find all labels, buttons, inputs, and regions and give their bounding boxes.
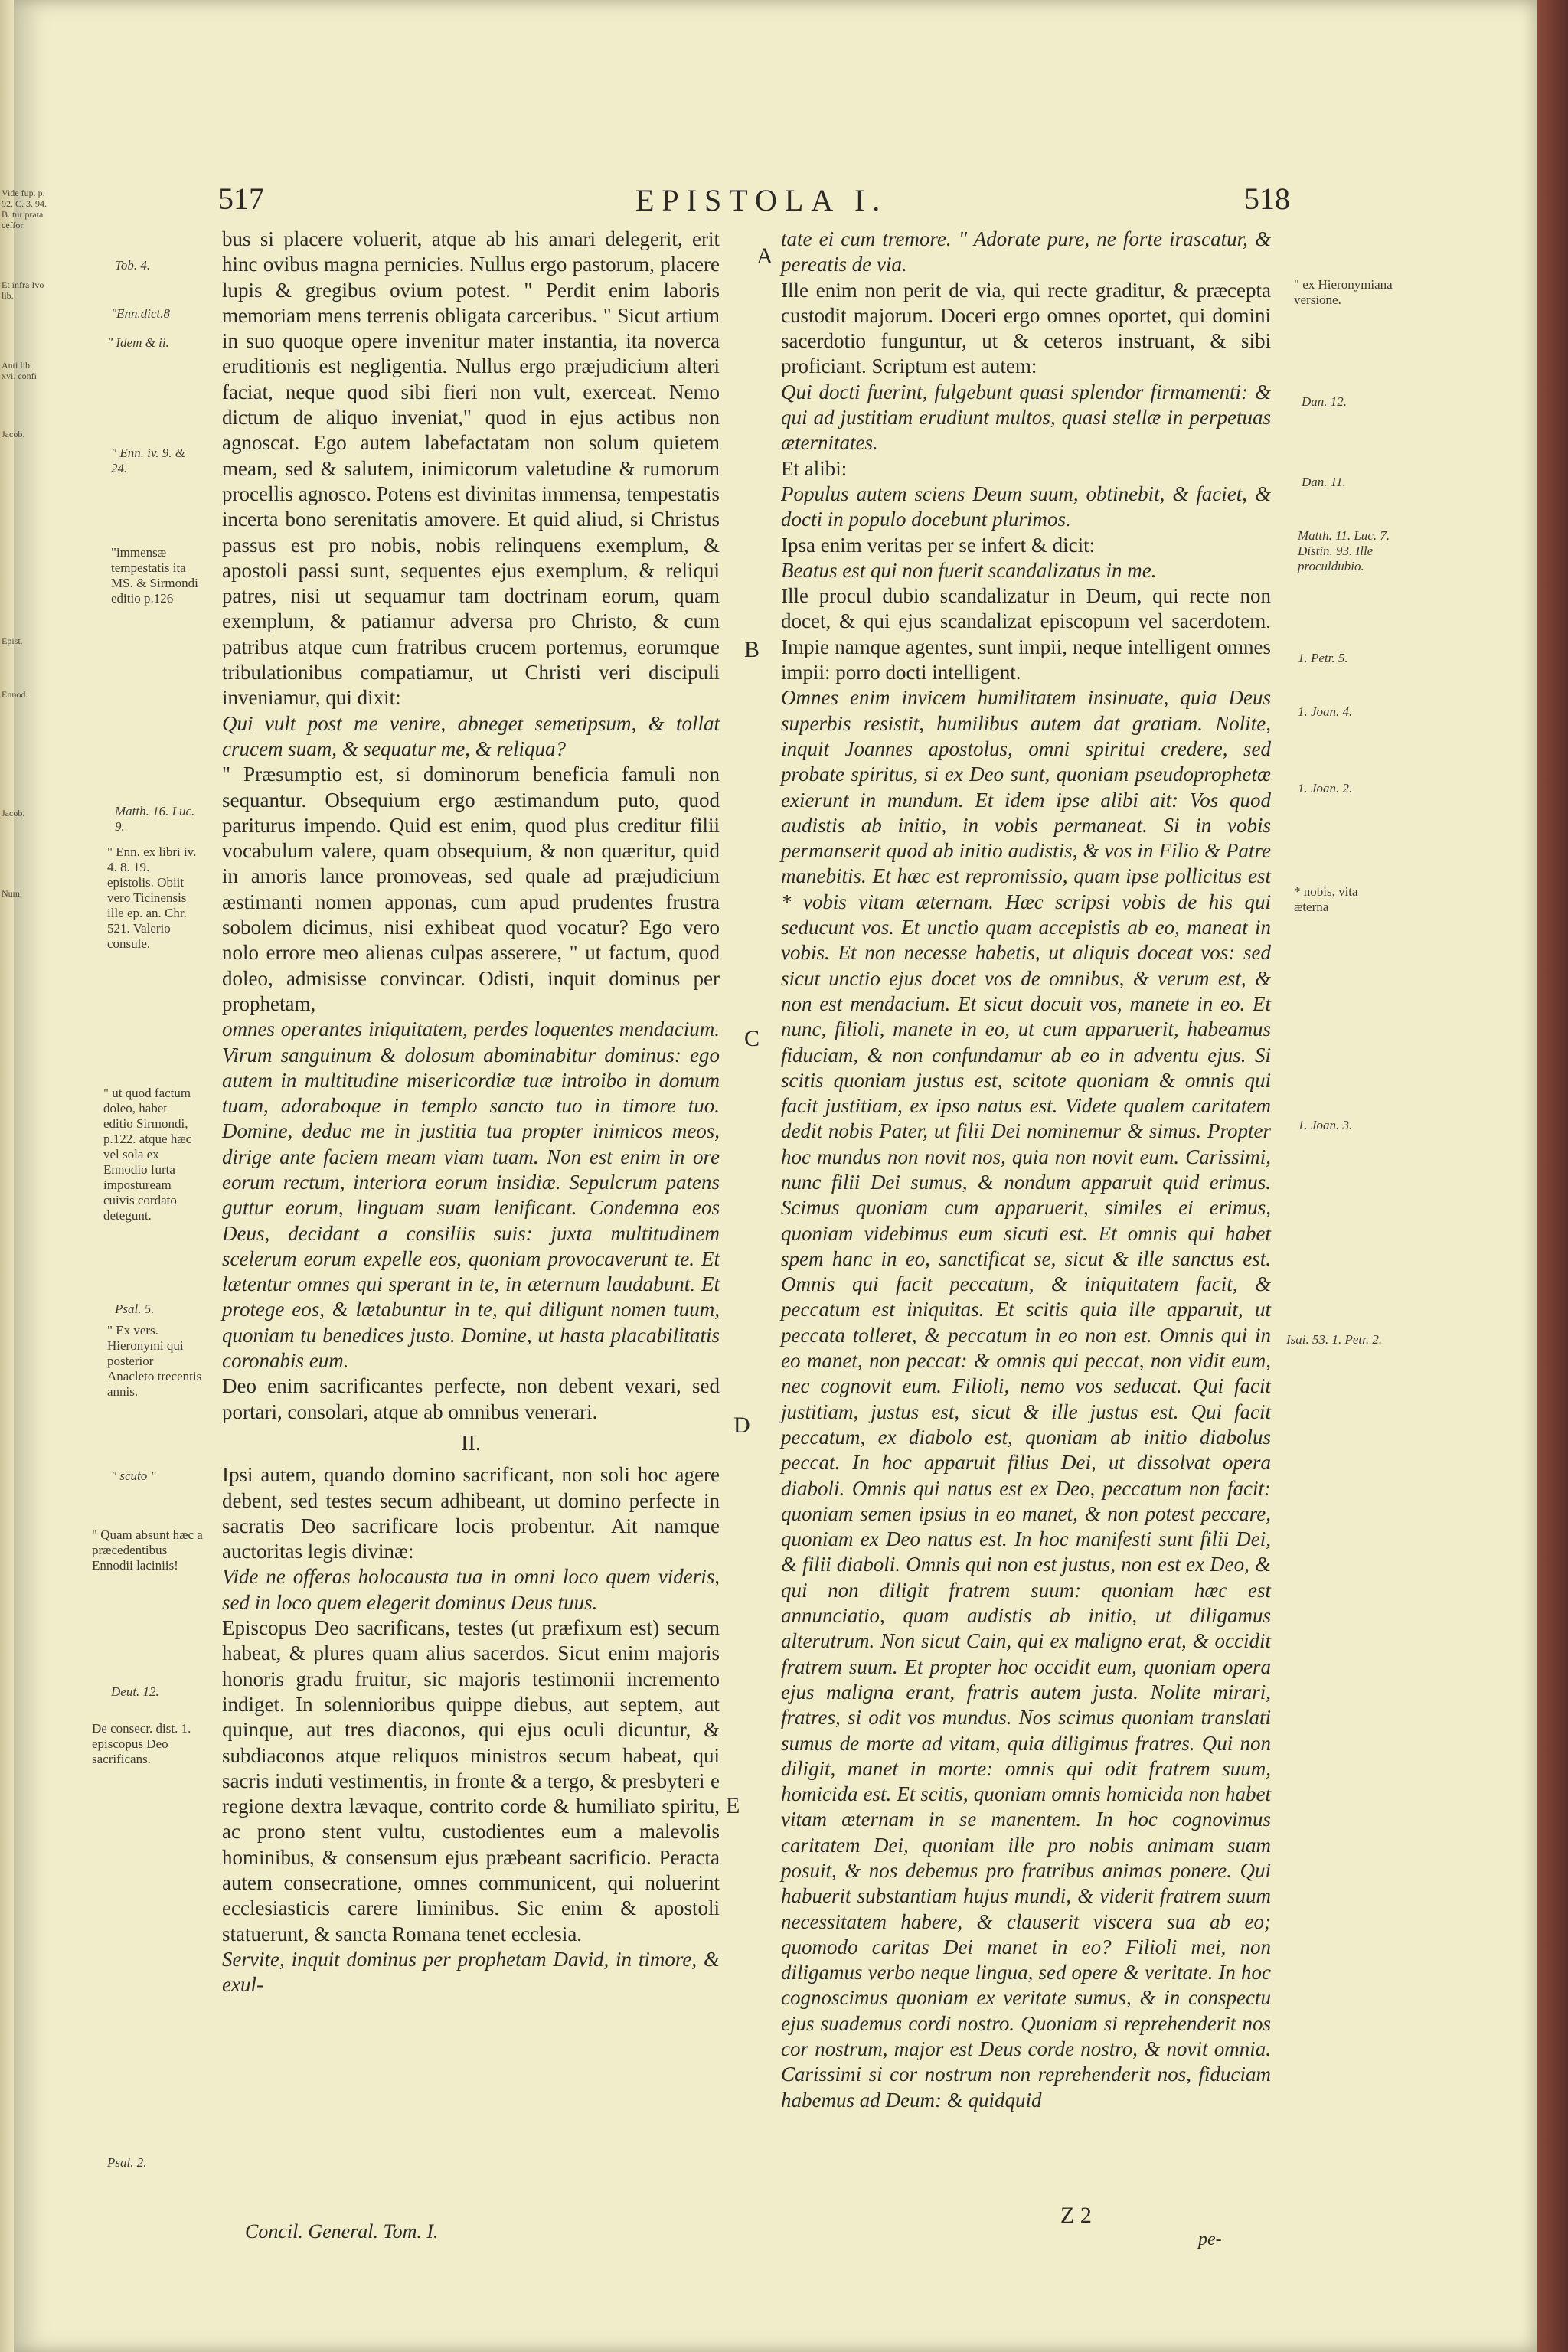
margin-note: " Idem & ii. <box>107 335 169 350</box>
scripture-quote: Populus autem sciens Deum suum, obtinebit, & faciet, & docti in populo docebunt plurimos. <box>781 482 1271 531</box>
scripture-quote: Beatus est qui non fuerit scandalizatus in me. <box>781 558 1157 582</box>
binding-note: Epist. <box>2 635 23 646</box>
binding-note: Ennod. <box>2 689 28 700</box>
running-title: EPISTOLA I. <box>635 183 888 217</box>
margin-note: De consecr. dist. 1. episcopus Deo sacrificans. <box>92 1721 191 1766</box>
scripture-quote: Omnes enim invicem humilitatem insinuate, quia Deus superbis resistit, humilibus autem dat gratiam. Nolite, inquit Joannes apostolus, omni spiritui credere, sed probate spiritus, si ex Deo sunt, quoniam pseudoprophetæ exierunt in mundum. Et idem ipse alibi ait: Vos quod audistis ab initio, in vobis permaneat. Si in vobis permanserit quod ab initio audistis, & vos in Filio & Patre manebitis. Et hæc est repromissio, quam ipse pollicitus est * vobis vitam æternam. Hæc scripsi vobis de his qui seducunt vos. Et unctio quam accepistis ab eo, maneat in vobis. Et non necesse habetis, ut aliquis doceat vos: sed sicut unctio ejus docet vos de omnibus, & verum est, & non est mendacium. Et sicut docuit vos, manete in eo. Et nunc, filioli, manete in eo, ut cum apparuerit, habeamus fiduciam, & non confundamur ab eo in adventu ejus. Si scitis quoniam justus est, scitote quoniam & omnis qui facit justitiam, ex ipso natus est. Videte qualem caritatem dedit nobis Pater, ut filii Dei nominemur & simus. Propter hoc mundus non novit nos, quia non novit eum. Carissimi, nunc filii Dei sumus, & nondum apparuit quid erimus. Scimus quoniam cum apparuerit, similes ei erimus, quoniam videbimus eum sicuti est. Et omnis qui habet spem hanc in eo, sanctificat se, sicut & ille sanctus est. Omnis qui facit peccatum, & iniquitatem facit, & peccatum est iniquitas. Et scitis quia ille apparuit, ut peccata tolleret, & peccatum in eo non est. Omnis qui in eo manet, non peccat: & omnis qui peccat, non vidit eum, nec cognovit eum. Filioli, nemo vos seducat. Qui facit justitiam, justus est, sicut & ille justus est. Qui facit peccatum, ex diabolo est, quoniam ab initio diabolus peccat. In hoc apparuit filius Dei, ut dissolvat opera diaboli. Omnis qui natus est ex Deo, peccatum non facit: quoniam semen ipsius in eo manet, & non potest peccare, quoniam ex Deo natus est. In hoc manifesti sunt filii Dei, & filii diaboli. Omnis qui non est justus, non est ex Deo, & qui non diligit fratrem suum: quoniam hæc est annunciatio, quam audistis ab initio, ut diligamus alterutrum. Non sicut Cain, qui ex maligno erat, & occidit fratrem suum. Et propter hoc occidit eum, quoniam opera ejus maligna erant, fratris autem justa. Nolite mirari, fratres, si odit vos mundus. Nos scimus quoniam translati sumus de morte ad vitam, quia diligimus fratres. Qui non diligit, manet in morte: omnis qui odit fratrem suum, homicida est. Et scitis, quoniam omnis homicida non habet vitam æternam in se manentem. In hoc cognovimus caritatem Dei, quoniam ille pro nobis animam suam posuit, & nos debemus pro fratribus animas ponere. Qui habuerit substantiam hujus mundi, & viderit fratrem suum necessitatem habere, & clauserit viscera sua ab eo; quomodo caritas Dei manet in eo? Filioli mei, non diligamus verbo neque lingua, sed opere & veritate. In hoc cognoscimus quoniam ex veritate sumus, & in conspectu ejus suademus cordi nostro. Quoniam si reprehenderit nos cor nostrum, major est Deus corde nostro, & novit omnia. Carissimi si cor nostrum non reprehenderit nos, fiduciam habemus ad Deum: & quidquid <box>781 686 1271 2112</box>
margin-note: " ut quod factum doleo, habet editio Sirmondi, p.122. atque hæc vel sola ex Ennodio furta impostuream cuivis cordato detegunt. <box>103 1086 192 1223</box>
margin-note: " Quam absunt hæc a præcedentibus Ennodii laciniis! <box>92 1527 203 1573</box>
margin-note: Matth. 16. Luc. 9. <box>115 804 195 834</box>
footer-title: Concil. General. Tom. I. <box>245 2220 439 2243</box>
paragraph: Ipsi autem, quando domino sacrificant, non soli hoc agere debent, sed testes secum adhibeant, ut domino perfecte in sacratis Deo sacrificare locis probentur. Ait namque auctoritas legis divinæ: <box>222 1463 720 1563</box>
section-letter: E <box>726 1793 740 1818</box>
paragraph: Deo enim sacrificantes perfecte, non debent vexari, sed portari, consolari, atque ab omnibus venerari. <box>222 1374 720 1423</box>
book-cover-edge <box>1537 0 1568 2352</box>
right-column <box>781 227 1271 2113</box>
margin-note: Tob. 4. <box>115 258 151 273</box>
margin-note: " Enn. iv. 9. & 24. <box>111 446 186 475</box>
section-heading: II. <box>461 1431 481 1455</box>
paragraph: Ipsa enim veritas per se infert & dicit: <box>781 533 1096 557</box>
scripture-quote: Vide ne offeras holocausta tua in omni loco quem videris, sed in loco quem elegerit dominus Deus tuus. <box>222 1565 720 1614</box>
margin-note: " Ex vers. Hieronymi qui posterior Anacleto trecentis annis. <box>107 1323 202 1399</box>
paragraph: Ille procul dubio scandalizatur in Deum, qui recte non docet, & qui ejus scandalizat episcopum vel sacerdotem. Impie namque agentes, sunt impii, neque intelligent omnes impii: porro docti intelligent. <box>781 584 1271 684</box>
paragraph: Et alibi: <box>781 456 848 480</box>
paragraph: Episcopus Deo sacrificans, testes (ut præfixum est) secum habeat, & plures quam alius sacerdos. Sicut enim majoris honoris gradu fruitur, sic majoris testimonii incremento indiget. In solennioribus quippe diebus, aut septem, aut quinque, aut tres diaconos, qui ejus oculi dicuntur, & subdiaconos atque reliquos ministros secum habeat, qui sacris induti vestimentis, in fronte & a tergo, & presbyteri e regione dextra lævaque, contrito corde & humiliato spiritu, ac prono stent vultu, custodientes eum a malevolis hominibus, & consensum ejus præbeant sacrificio. Peracta autem consecratione, omnes communicent, qui noluerint ecclesiasticis carere liminibus. Sic enim & apostoli statuerunt, & sancta Romana tenet ecclesia. <box>222 1616 720 1945</box>
margin-note: " ex Hieronymiana versione. <box>1294 277 1393 307</box>
margin-note: 1. Joan. 3. <box>1298 1118 1353 1132</box>
scripture-quote: Qui docti fuerint, fulgebunt quasi splendor firmamenti: & qui ad justitiam erudiunt multos, quasi stellæ in perpetuas æternitates. <box>781 380 1271 455</box>
paragraph: " Præsumptio est, si dominorum beneficia famuli non sequantur. Obsequium ergo æstimandum puto, quod pariturus impendo. Quid est enim, quod plus creditur filii vocabulum valere, quam obsequium, & non quæritur, quid in amoris lance promoveas, sed quale ad præjudicium æstimanti nomen apponas, cum apud prudentes frustra sobolem dicimus, nisi exhibeat quod vocatur? Ego vero nolo errore meo alienas culpas asserere, " ut factum, quod doleo, admisisse convincar. Odisti, inquit dominus per prophetam, <box>222 763 720 1015</box>
binding-note: Num. <box>2 888 22 899</box>
left-column <box>222 227 720 1998</box>
scripture-quote: omnes operantes iniquitatem, perdes loquentes mendacium. Virum sanguinum & dolosum abominabitur dominus: ego autem in multitudine misericordiæ tuæ introibo in domum tuam, adoraboque in templo sancto tuo in timore tuo. Domine, deduc me in justitia tua propter inimicos meos, dirige ante faciem meam viam tuam. Non est enim in ore eorum rectum, interiora eorum insidiæ. Sepulcrum patens guttur eorum, linguam suam lenificant. Condemna eos Deus, decidant a consiliis suis: juxta multitudinem scelerum eorum expelle eos, quoniam provocaverunt te. Et lætentur omnes qui sperant in te, in æternum laudabunt. Et protege eos, & lætabuntur in te, qui diligunt nomen tuum, quoniam tu benedices justo. Domine, ut hasta placabilitatis coronabis eum. <box>222 1018 720 1373</box>
margin-note: Deut. 12. <box>111 1684 159 1699</box>
binding-note: Et infra Ivo lib. <box>2 279 44 301</box>
binding-note: Vide fup. p. 92. C. 3. 94. B. tur prata ceffor. <box>2 188 47 230</box>
binding-note: Jacob. <box>2 808 25 818</box>
left-folio: 517 <box>218 181 264 216</box>
margin-note: Dan. 12. <box>1302 394 1348 409</box>
paragraph: bus si placere voluerit, atque ab his amari delegerit, erit hinc ovibus magna pernicies. Nullus ergo pastorum, placere lupis & gregibus ovium potest. " Perdit enim laboris memoriam mens terrenis obligata carceribus. " Sicut artium in suo quoque opere invenitur mater instantia, ita noverca eruditionis est negligentia. Nullus ergo præjudicium alteri faciat, neque quod sibi fieri non vult, exerceat. Nemo dictum de aliquo inveniat," quod in ejus actibus non agnoscat. Ego autem labefactatam non solum quietem meam, sed & salutem, inimicorum valetudine & rumorum procellis agnosco. Potens est divinitas immensa, tempestatis incerta bono serenitatis amovere. Et quid aliud, si Christus passus est pro nobis, nobis relinquens exemplum, & apostoli passi sunt, sequentes ejus exemplum, & reliqui patres, nisi ut sequamur tam doctrinam eorum, quam exemplum, & patiamur adversa pro Christo, & cum patribus atque cum fratribus crucem portemus, eorumque tribulationibus compatiamur, ut Christi veri discipuli inveniamur, qui dixit: <box>222 227 720 710</box>
margin-note: 1. Joan. 2. <box>1298 781 1353 795</box>
margin-note: "Enn.dict.8 <box>111 306 171 321</box>
margin-note: " scuto " <box>111 1468 156 1483</box>
section-letter: A <box>756 243 773 269</box>
margin-note: " Enn. ex libri iv. 4. 8. 19. epistolis. Obiit vero Ticinensis ille ep. an. Chr. 521. Valerio consule. <box>107 844 197 951</box>
section-letter: C <box>744 1026 760 1051</box>
section-letter: D <box>733 1413 750 1438</box>
margin-note: * nobis, vita æterna <box>1294 884 1358 914</box>
margin-note: Isai. 53. 1. Petr. 2. <box>1286 1332 1383 1347</box>
paragraph: Ille enim non perit de via, qui recte graditur, & præcepta custodit majorum. Doceri ergo omnes oportet, qui domini sacerdotio funguntur, ut & ceteros instruant, & sibi proficiant. Scriptum est autem: <box>781 278 1271 378</box>
margin-note: 1. Joan. 4. <box>1298 704 1353 719</box>
right-folio: 518 <box>1244 181 1290 216</box>
scripture-quote: tate ei cum tremore. " Adorate pure, ne forte irascatur, & pereatis de via. <box>781 227 1271 276</box>
scripture-quote: Servite, inquit dominus per prophetam David, in timore, & exul- <box>222 1947 720 1997</box>
margin-note: Psal. 5. <box>115 1302 155 1316</box>
margin-note: Dan. 11. <box>1302 475 1346 489</box>
binding-note: Anti lib. xvi. confi <box>2 360 37 381</box>
margin-note: Psal. 2. <box>107 2155 147 2170</box>
catchword: pe- <box>1198 2230 1222 2249</box>
section-letter: B <box>744 637 760 662</box>
margin-note: Matth. 11. Luc. 7. Distin. 93. Ille proculdubio. <box>1298 528 1390 573</box>
margin-note: "immensæ tempestatis ita MS. & Sirmondi editio p.126 <box>111 545 198 606</box>
scripture-quote: Qui vult post me venire, abneget semetipsum, & tollat crucem suam, & sequatur me, & reliqua? <box>222 711 720 760</box>
signature-mark: Z 2 <box>1060 2203 1092 2228</box>
binding-note: Jacob. <box>2 429 25 439</box>
margin-note: 1. Petr. 5. <box>1298 651 1348 665</box>
facing-page-edge <box>0 0 14 2352</box>
